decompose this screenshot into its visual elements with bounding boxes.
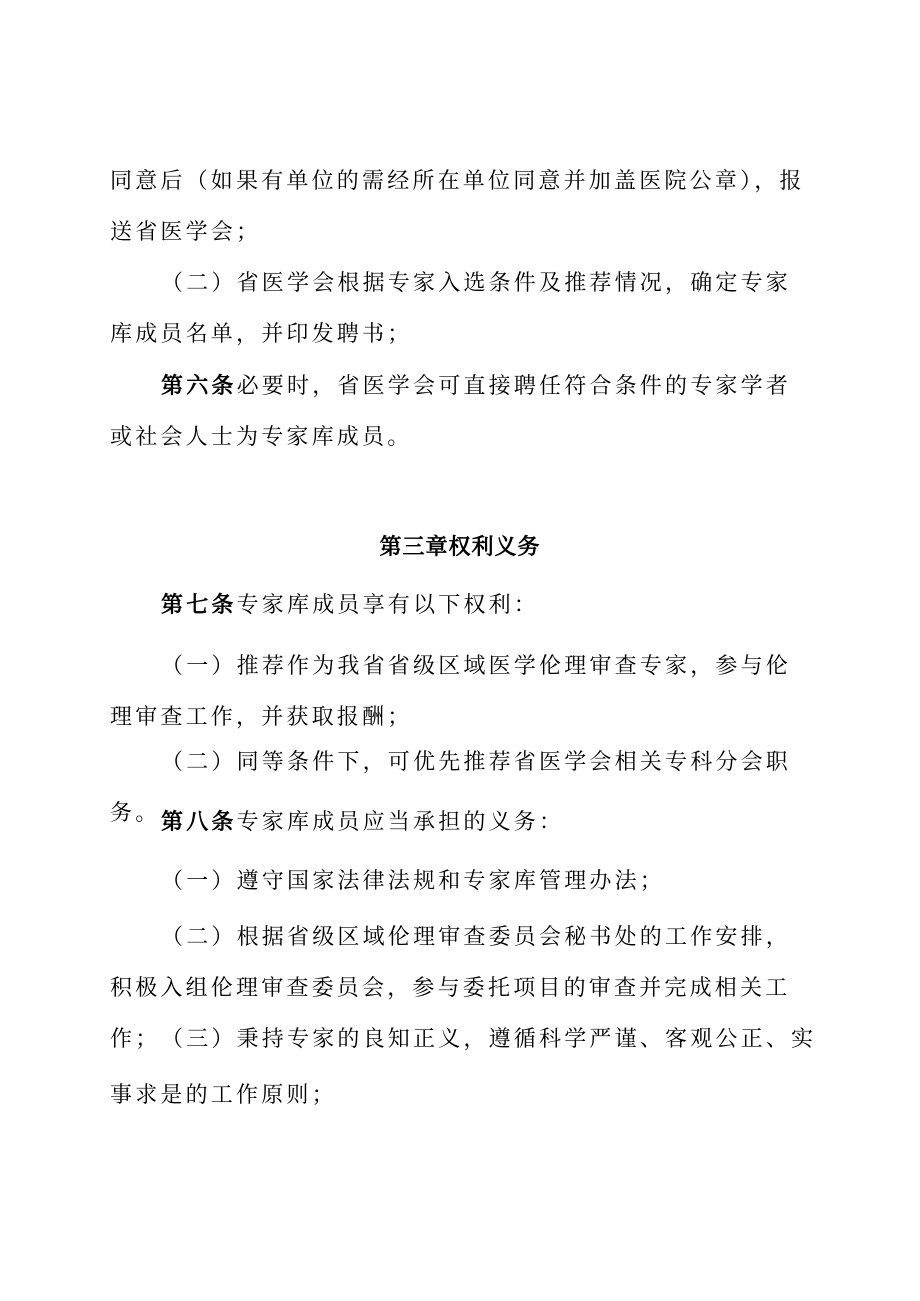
chapter-title: 第三章权利义务 (379, 535, 541, 560)
article-8 (110, 797, 815, 848)
article-label: 第六条 (161, 374, 237, 399)
article-text: 必要时，省医学会可直接聘任符合条件的专家学者或社会人士为专家库成员。 (110, 374, 792, 450)
article-text: 专家库成员应当承担的义务： (236, 810, 565, 835)
paragraph-line: （三）秉持专家的良知正义，遵循科学严谨、客观公正、实 (161, 1027, 817, 1052)
article-text: 专家库成员享有以下权利： (236, 593, 540, 618)
article-label: 第八条 (161, 810, 237, 835)
paragraph-text: （二）根据省级区域伦理审查委员会秘书处的工作安排，积极入组伦理审查委员会，参与委托项目的审查并完成相关工作； (110, 925, 792, 1052)
paragraph-text: （一）遵守国家法律法规和专家库管理办法； (161, 869, 666, 894)
paragraph-line: 事求是的工作原则； (110, 1083, 337, 1108)
duty-item-3 (110, 1014, 815, 1065)
article-7 (110, 580, 815, 631)
paragraph-text: 同意后（如果有单位的需经所在单位同意并加盖医院公章），报送省医学会； (110, 169, 805, 245)
paragraph-text: （二）同等条件下，可优先推荐省医学会相关专科分会职务。 (110, 750, 792, 826)
paragraph-item-2 (110, 258, 815, 360)
duty-item-1 (110, 856, 815, 907)
article-6 (110, 361, 815, 463)
article-label: 第七条 (161, 593, 237, 618)
paragraph-item-1 (110, 641, 815, 743)
paragraph-continuation (110, 156, 815, 258)
duty-item-3-cont (110, 1070, 815, 1121)
paragraph-text: （一）推荐作为我省省级区域医学伦理审查专家，参与伦理审查工作，并获取报酬； (110, 654, 792, 730)
paragraph-text: （二）省医学会根据专家入选条件及推荐情况，确定专家库成员名单，并印发聘书； (110, 271, 792, 347)
